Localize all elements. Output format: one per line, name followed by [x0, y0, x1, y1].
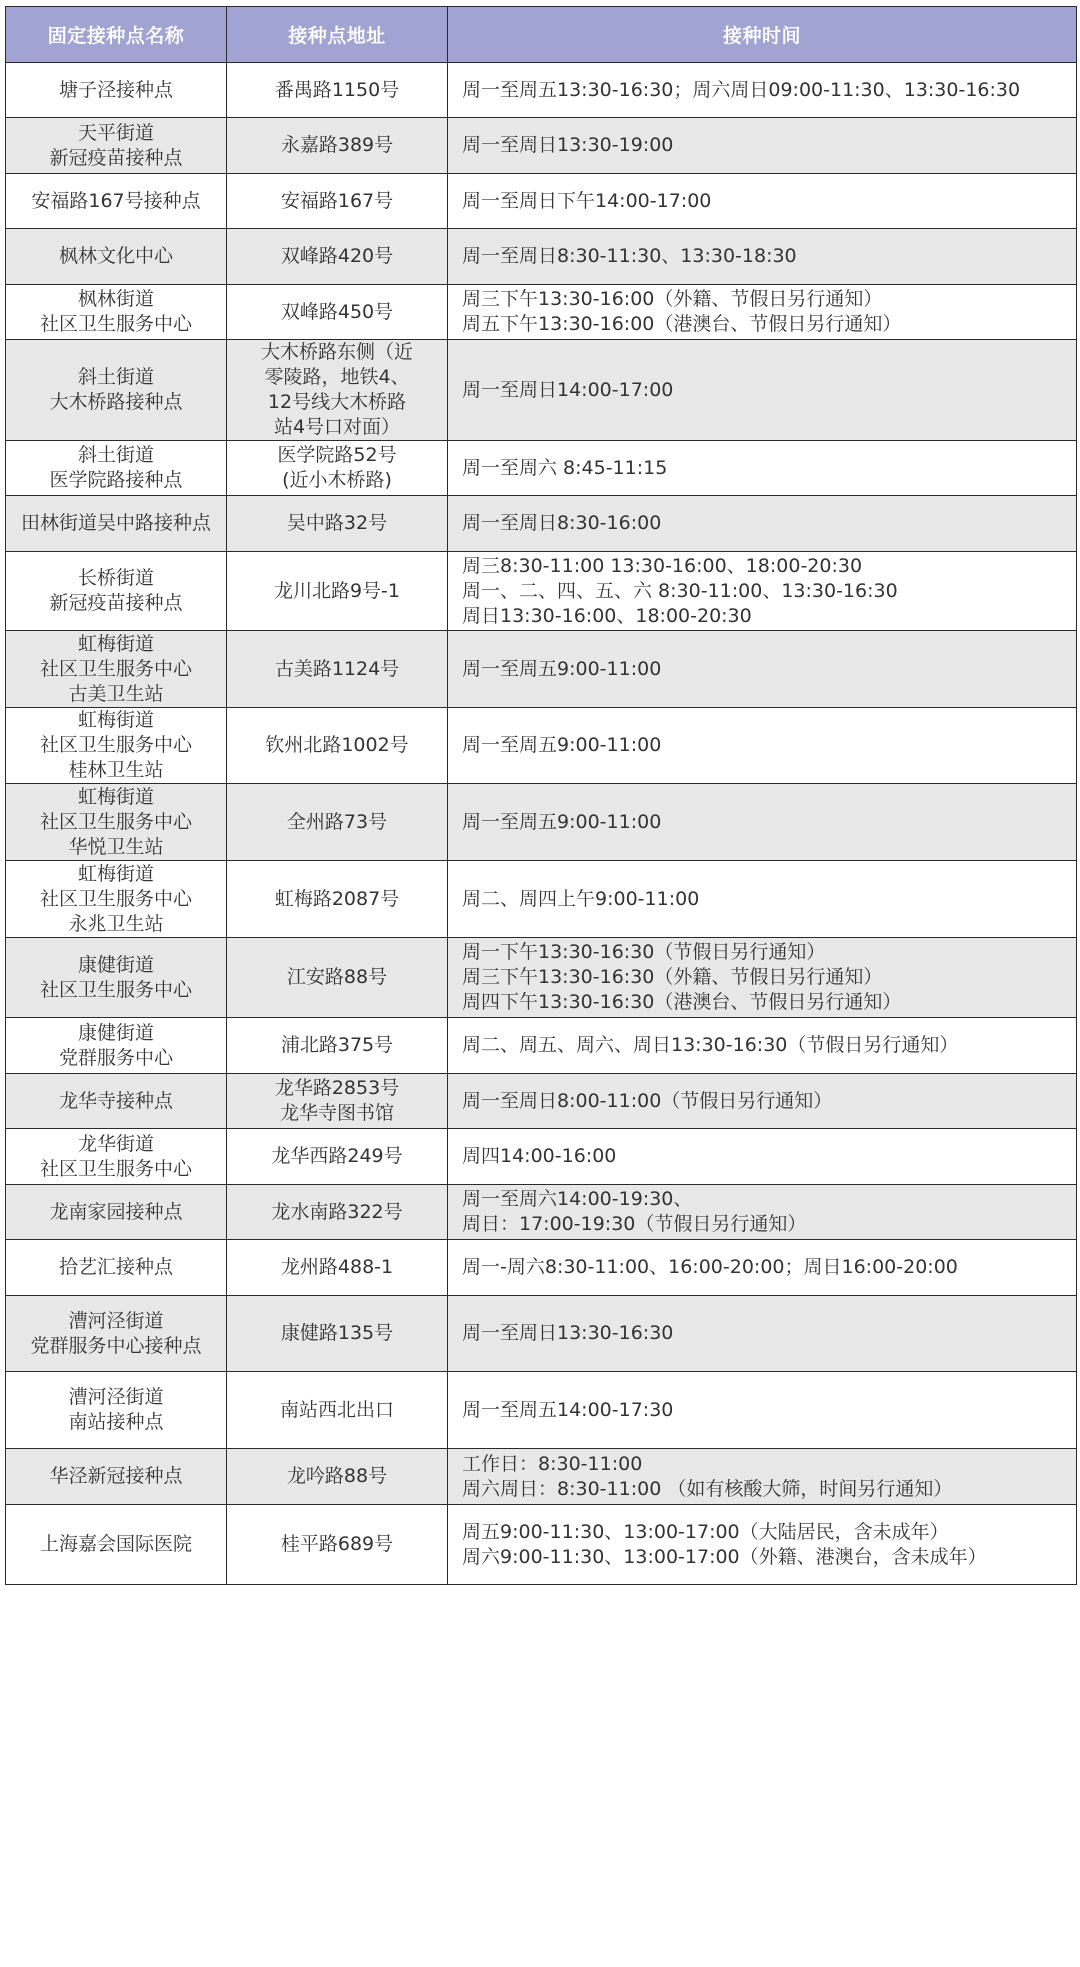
vaccination-time-cell: 周一至周日8:00-11:00（节假日另行通知） [448, 1074, 1077, 1129]
site-address-cell: 古美路1124号 [227, 631, 448, 708]
table-row [6, 1296, 1077, 1372]
vaccination-time-cell: 周一至周日8:30-11:30、13:30-18:30 [448, 229, 1077, 285]
site-address-cell: 番禺路1150号 [227, 63, 448, 118]
site-name-cell: 天平街道 新冠疫苗接种点 [6, 118, 227, 174]
site-address-cell: 龙州路488-1 [227, 1240, 448, 1296]
site-name-cell: 斜土街道 大木桥路接种点 [6, 340, 227, 441]
site-name-cell: 枫林文化中心 [6, 229, 227, 285]
table-row [6, 1129, 1077, 1185]
vaccination-time-cell: 周一至周五14:00-17:30 [448, 1372, 1077, 1449]
table-row [6, 340, 1077, 441]
table-row [6, 118, 1077, 174]
site-address-cell: 康健路135号 [227, 1296, 448, 1372]
site-name-cell: 漕河泾街道 党群服务中心接种点 [6, 1296, 227, 1372]
vaccination-time-cell: 周一至周五9:00-11:00 [448, 631, 1077, 708]
table-header-row [6, 7, 1077, 63]
site-name-cell: 枫林街道 社区卫生服务中心 [6, 285, 227, 340]
vaccination-time-cell: 周一至周日下午14:00-17:00 [448, 174, 1077, 229]
site-name-cell: 龙南家园接种点 [6, 1185, 227, 1240]
table-row [6, 496, 1077, 552]
site-name-cell: 虹梅街道 社区卫生服务中心 桂林卫生站 [6, 708, 227, 784]
site-address-cell: 桂平路689号 [227, 1505, 448, 1585]
vaccination-time-cell: 周一至周日13:30-16:30 [448, 1296, 1077, 1372]
table-row [6, 441, 1077, 496]
table-row [6, 285, 1077, 340]
site-name-cell: 龙华街道 社区卫生服务中心 [6, 1129, 227, 1185]
vaccination-sites-table-wrapper [5, 6, 1076, 1585]
vaccination-time-cell: 周一至周日13:30-19:00 [448, 118, 1077, 174]
table-row [6, 1372, 1077, 1449]
vaccination-time-cell: 周一至周五13:30-16:30；周六周日09:00-11:30、13:30-16:30 [448, 63, 1077, 118]
site-name-cell: 华泾新冠接种点 [6, 1449, 227, 1505]
site-address-cell: 龙吟路88号 [227, 1449, 448, 1505]
table-row [6, 552, 1077, 631]
table-row [6, 784, 1077, 861]
site-address-cell: 钦州北路1002号 [227, 708, 448, 784]
site-name-cell: 虹梅街道 社区卫生服务中心 古美卫生站 [6, 631, 227, 708]
vaccination-time-cell: 周一至周日8:30-16:00 [448, 496, 1077, 552]
site-address-cell: 南站西北出口 [227, 1372, 448, 1449]
vaccination-sites-table [5, 6, 1077, 1585]
site-name-cell: 漕河泾街道 南站接种点 [6, 1372, 227, 1449]
site-name-cell: 上海嘉会国际医院 [6, 1505, 227, 1585]
table-row [6, 938, 1077, 1018]
table-body [6, 63, 1077, 1585]
site-name-cell: 长桥街道 新冠疫苗接种点 [6, 552, 227, 631]
site-address-cell: 安福路167号 [227, 174, 448, 229]
vaccination-time-cell: 周一至周五9:00-11:00 [448, 708, 1077, 784]
vaccination-time-cell: 周一至周六14:00-19:30、 周日：17:00-19:30（节假日另行通知） [448, 1185, 1077, 1240]
table-row [6, 1185, 1077, 1240]
vaccination-time-cell: 周一下午13:30-16:30（节假日另行通知） 周三下午13:30-16:30（外籍、节假日另行通知） 周四下午13:30-16:30（港澳台、节假日另行通知） [448, 938, 1077, 1018]
table-row [6, 63, 1077, 118]
site-address-cell: 浦北路375号 [227, 1018, 448, 1074]
site-address-cell: 虹梅路2087号 [227, 861, 448, 938]
vaccination-time-cell: 周一至周六 8:45-11:15 [448, 441, 1077, 496]
table-row [6, 861, 1077, 938]
table-row [6, 708, 1077, 784]
table-row [6, 229, 1077, 285]
site-name-cell: 斜土街道 医学院路接种点 [6, 441, 227, 496]
site-name-cell: 康健街道 党群服务中心 [6, 1018, 227, 1074]
vaccination-time-cell: 周一-周六8:30-11:00、16:00-20:00；周日16:00-20:00 [448, 1240, 1077, 1296]
vaccination-time-cell: 周五9:00-11:30、13:00-17:00（大陆居民，含未成年） 周六9:00-11:30、13:00-17:00（外籍、港澳台，含未成年） [448, 1505, 1077, 1585]
site-name-cell: 康健街道 社区卫生服务中心 [6, 938, 227, 1018]
vaccination-time-cell: 周四14:00-16:00 [448, 1129, 1077, 1185]
site-address-cell: 医学院路52号 (近小木桥路) [227, 441, 448, 496]
site-address-cell: 永嘉路389号 [227, 118, 448, 174]
vaccination-time-cell: 工作日：8:30-11:00 周六周日：8:30-11:00 （如有核酸大筛，时间另行通知） [448, 1449, 1077, 1505]
site-address-cell: 龙川北路9号-1 [227, 552, 448, 631]
site-address-cell: 双峰路420号 [227, 229, 448, 285]
site-address-cell: 吴中路32号 [227, 496, 448, 552]
site-address-cell: 江安路88号 [227, 938, 448, 1018]
vaccination-time-cell: 周二、周四上午9:00-11:00 [448, 861, 1077, 938]
site-address-cell: 龙华路2853号 龙华寺图书馆 [227, 1074, 448, 1129]
vaccination-time-cell: 周二、周五、周六、周日13:30-16:30（节假日另行通知） [448, 1018, 1077, 1074]
site-name-cell: 塘子泾接种点 [6, 63, 227, 118]
site-address-cell: 全州路73号 [227, 784, 448, 861]
table-row [6, 1505, 1077, 1585]
vaccination-time-cell: 周三8:30-11:00 13:30-16:00、18:00-20:30 周一、二、四、五、六 8:30-11:00、13:30-16:30 周日13:30-16:00、18:00-20:30 [448, 552, 1077, 631]
table-row [6, 1240, 1077, 1296]
site-address-cell: 龙水南路322号 [227, 1185, 448, 1240]
header-site-name: 固定接种点名称 [6, 7, 227, 63]
table-row [6, 1449, 1077, 1505]
site-address-cell: 大木桥路东侧（近 零陵路，地铁4、 12号线大木桥路 站4号口对面） [227, 340, 448, 441]
header-site-address: 接种点地址 [227, 7, 448, 63]
site-address-cell: 双峰路450号 [227, 285, 448, 340]
vaccination-time-cell: 周一至周日14:00-17:00 [448, 340, 1077, 441]
vaccination-time-cell: 周一至周五9:00-11:00 [448, 784, 1077, 861]
vaccination-time-cell: 周三下午13:30-16:00（外籍、节假日另行通知） 周五下午13:30-16:00（港澳台、节假日另行通知） [448, 285, 1077, 340]
site-name-cell: 田林街道吴中路接种点 [6, 496, 227, 552]
site-name-cell: 安福路167号接种点 [6, 174, 227, 229]
site-name-cell: 拾艺汇接种点 [6, 1240, 227, 1296]
site-name-cell: 虹梅街道 社区卫生服务中心 华悦卫生站 [6, 784, 227, 861]
site-name-cell: 龙华寺接种点 [6, 1074, 227, 1129]
header-vaccination-time: 接种时间 [448, 7, 1077, 63]
table-row [6, 1074, 1077, 1129]
site-name-cell: 虹梅街道 社区卫生服务中心 永兆卫生站 [6, 861, 227, 938]
table-row [6, 631, 1077, 708]
table-row [6, 1018, 1077, 1074]
table-row [6, 174, 1077, 229]
site-address-cell: 龙华西路249号 [227, 1129, 448, 1185]
